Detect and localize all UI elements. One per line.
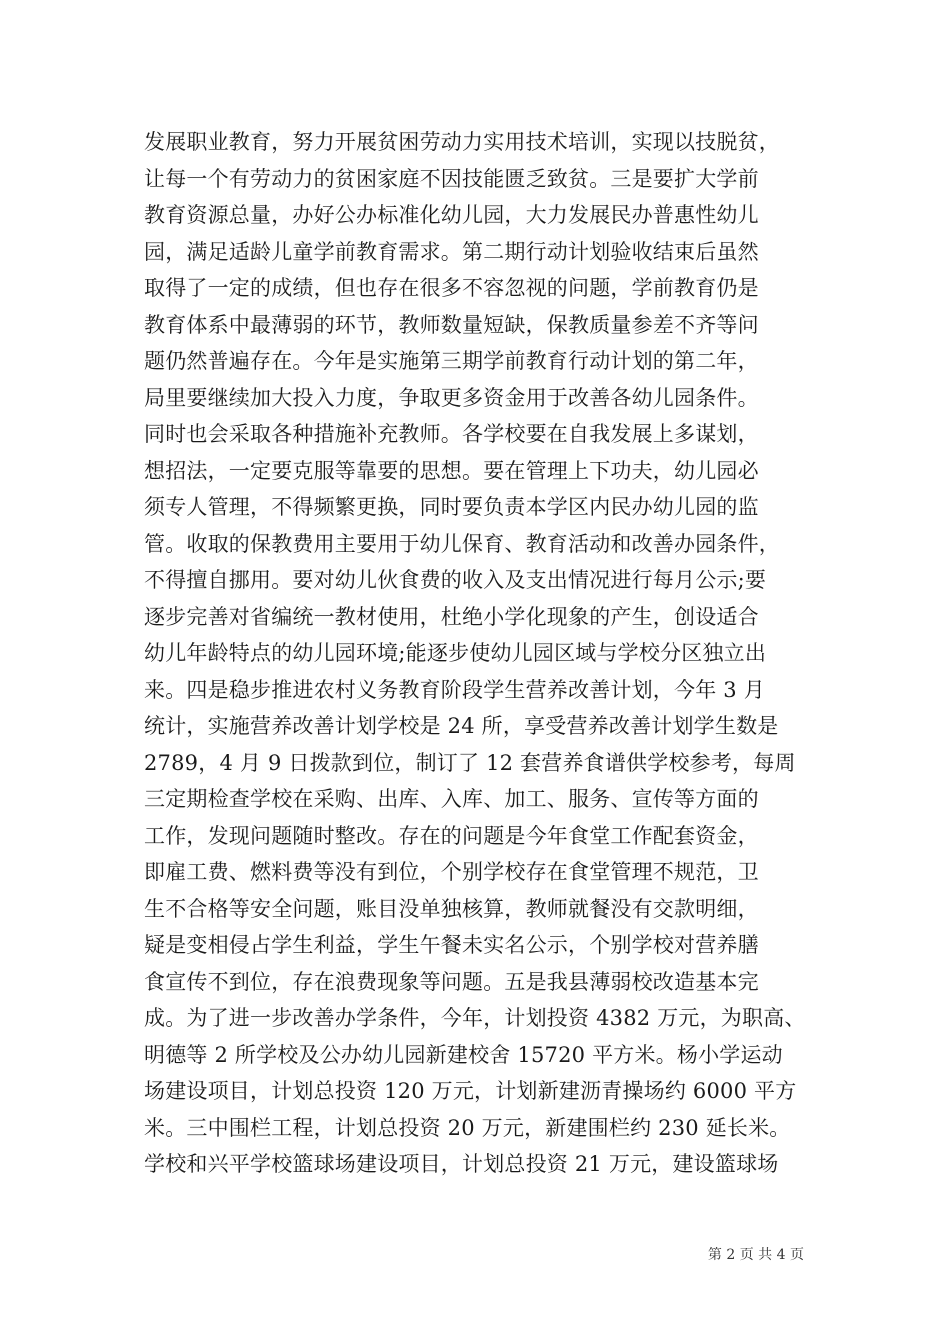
text-line: 即雇工费、燃料费等没有到位，个别学校存在食堂管理不规范，卫 <box>144 860 759 884</box>
text-line: 来。四是稳步推进农村义务教育阶段学生营养改善计划，今年 3 月 <box>144 677 765 702</box>
text-line: 生不合格等安全问题，账目没单独核算，教师就餐没有交款明细， <box>144 896 759 921</box>
text-line: 须专人管理，不得频繁更换，同时要负责本学区内民办幼儿园的监 <box>144 495 759 519</box>
text-line: 发展职业教育，努力开展贫困劳动力实用技术培训，实现以技脱贫， <box>144 130 780 154</box>
text-line: 学校和兴平学校篮球场建设项目，计划总投资 21 万元，建设篮球场 <box>144 1152 779 1176</box>
text-line: 2789，4 月 9 日拨款到位，制订了 12 套营养食谱供学校参考，每周 <box>144 750 796 775</box>
text-line: 食宣传不到位，存在浪费现象等问题。五是我县薄弱校改造基本完 <box>144 969 759 994</box>
text-line: 取得了一定的成绩，但也存在很多不容忽视的问题，学前教育仍是 <box>144 276 759 300</box>
text-line: 管。收取的保教费用主要用于幼儿保育、教育活动和改善办园条件， <box>144 531 780 556</box>
page-number-footer: 第 2 页 共 4 页 <box>707 1247 804 1263</box>
text-line: 逐步完善对省编统一教材使用，杜绝小学化现象的产生，创设适合 <box>144 604 759 629</box>
text-line: 统计，实施营养改善计划学校是 24 所，享受营养改善计划学生数是 <box>144 714 779 738</box>
text-line: 米。三中围栏工程，计划总投资 20 万元，新建围栏约 230 延长米。 <box>144 1115 791 1140</box>
text-line: 疑是变相侵占学生利益，学生午餐未实名公示，个别学校对营养膳 <box>144 933 759 957</box>
text-line: 想招法，一定要克服等靠要的思想。要在管理上下功夫，幼儿园必 <box>144 458 759 483</box>
text-line: 三定期检查学校在采购、出库、入库、加工、服务、宣传等方面的 <box>144 787 759 811</box>
text-line: 题仍然普遍存在。今年是实施第三期学前教育行动计划的第二年， <box>144 349 759 373</box>
text-line: 成。为了进一步改善办学条件，今年，计划投资 4382 万元，为职高、 <box>144 1006 806 1030</box>
text-line: 局里要继续加大投入力度，争取更多资金用于改善各幼儿园条件。 <box>144 385 759 410</box>
text-line: 教育体系中最薄弱的环节，教师数量短缺，保教质量参差不齐等问 <box>144 312 759 337</box>
text-line: 场建设项目，计划总投资 120 万元，计划新建沥青操场约 6000 平方 <box>144 1079 797 1103</box>
text-line: 不得擅自挪用。要对幼儿伙食费的收入及支出情况进行每月公示;要 <box>144 568 767 592</box>
text-line: 教育资源总量，办好公办标准化幼儿园，大力发展民办普惠性幼儿 <box>144 203 759 227</box>
text-line: 幼儿年龄特点的幼儿园环境;能逐步使幼儿园区域与学校分区独立出 <box>144 641 767 665</box>
text-line: 园，满足适龄儿童学前教育需求。第二期行动计划验收结束后虽然 <box>144 239 759 264</box>
body-text <box>144 124 814 1183</box>
text-line: 让每一个有劳动力的贫困家庭不因技能匮乏致贫。三是要扩大学前 <box>144 166 759 191</box>
text-line: 工作，发现问题随时整改。存在的问题是今年食堂工作配套资金， <box>144 823 759 848</box>
text-line: 同时也会采取各种措施补充教师。各学校要在自我发展上多谋划， <box>144 422 759 446</box>
text-line: 明德等 2 所学校及公办幼儿园新建校舍 15720 平方米。杨小学运动 <box>144 1042 783 1067</box>
